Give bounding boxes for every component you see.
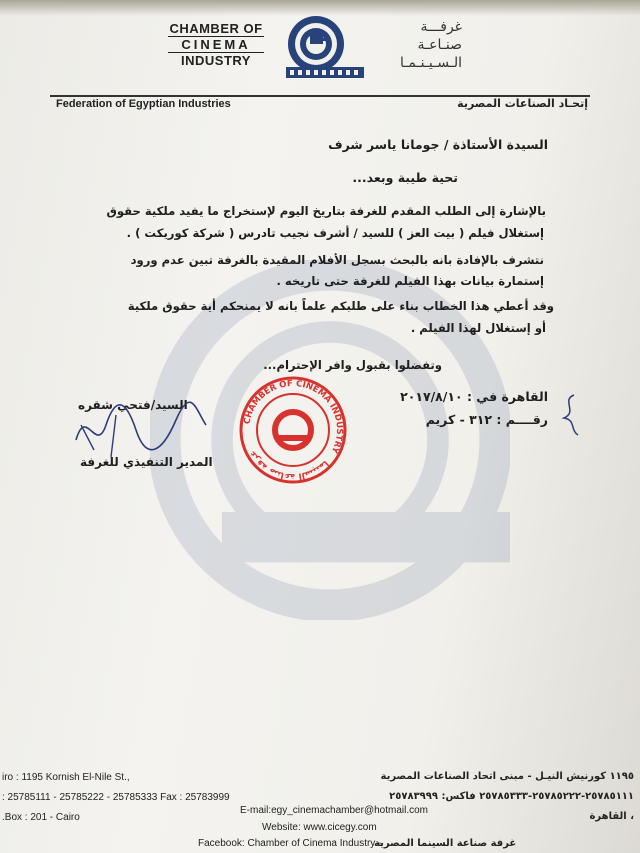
footer-address-en: iro : 1195 Kornish El-Nile St., <box>2 772 130 783</box>
chamber-name-ar-line3: الـسـيـنـمـا <box>400 55 462 71</box>
chamber-name-en-line3: INDUSTRY <box>181 53 251 68</box>
chamber-name-en-line1: CHAMBER OF <box>169 21 263 36</box>
date-line: القاهرة في : ٢٠١٧/٨/١٠ <box>400 389 548 404</box>
federation-name-ar: إتحـاد الصناعات المصرية <box>457 97 588 110</box>
closing-line: وتفضلوا بقبول وافر الإحترام... <box>263 358 442 372</box>
paragraph-1-line-1: بالإشارة إلى الطلب المقدم للغرفة بتاريخ اليوم لإستخراج ما يفيد ملكية حقوق <box>106 204 546 218</box>
stamp-outer-text-en: CHAMBER OF CINEMA INDUSTRY <box>242 378 345 455</box>
footer-email: E-mail:egy_cinemachamber@hotmail.com <box>240 805 428 816</box>
paragraph-1-line-2: إستغلال فيلم ( بيت العز ) للسيد / أشرف نجيب تادرس ( شركة كوريكت ) . <box>126 226 544 240</box>
chamber-name-en-line2: CINEMA <box>168 36 264 53</box>
footer-website: Website: www.cicegy.com <box>262 822 377 833</box>
chamber-name-ar-line2: صنـاعـة <box>417 37 462 53</box>
stamp-outer-text-ar: غرفة صناعة السينما <box>247 448 331 482</box>
chamber-name-ar <box>370 18 462 72</box>
paragraph-3-line-2: أو إستغلال لهذا الفيلم . <box>410 321 546 335</box>
cinema-chamber-logo-icon <box>276 12 366 82</box>
reference-line: رقــــم : ٣١٢ - كريم <box>425 412 548 427</box>
official-stamp-icon <box>238 375 348 485</box>
footer-address-ar: ١١٩٥ كورنيش النيـل - مبنى اتحاد الصناعات المصرية <box>380 771 634 782</box>
federation-name-en: Federation of Egyptian Industries <box>56 98 231 110</box>
signer-name: السيد/فتحي شقره <box>78 398 188 412</box>
paragraph-3-line-1: وقد أعطي هذا الخطاب بناء على طلبكم علماً بانه لا يمنحكم أية حقوق ملكية <box>127 299 554 313</box>
chamber-name-en <box>168 21 264 68</box>
greeting-line: تحية طيبة وبعد... <box>352 170 458 185</box>
footer-facebook-ar: غرفة صناعة السينما المصرية <box>374 838 517 849</box>
footer-city-ar: ، القاهرة <box>589 811 634 822</box>
paragraph-2-line-1: نتشرف بالإفادة بانه بالبحث بسجل الأفلام المقيدة بالغرفة تبين عدم ورود <box>130 253 544 267</box>
recipient-line: السيدة الأستاذة / جومانا ياسر شرف <box>328 137 548 152</box>
signer-title: المدير التنفيذي للغرفة <box>80 455 213 469</box>
footer-phone-en: : 25785111 - 25785222 - 25785333 Fax : 25783999 <box>2 792 230 803</box>
footer-facebook-en: Facebook: Chamber of Cinema Industry - <box>198 838 382 849</box>
footer-phone-ar: ٢٥٧٨٥١١١-٢٥٧٨٥٢٢٢-٢٥٧٨٥٣٣٣ فاكس: ٢٥٧٨٣٩٩٩ <box>389 791 634 802</box>
paragraph-2-line-2: إستمارة بيانات بهذا الفيلم للغرفة حتى تاريخه . <box>276 274 544 288</box>
handwritten-signature-icon <box>66 395 216 465</box>
letterhead-footer <box>0 760 640 853</box>
chamber-name-ar-line1: غرفـــة <box>420 19 462 35</box>
footer-pobox-en: .Box : 201 - Cairo <box>2 812 80 823</box>
initials-mark-icon <box>556 390 586 440</box>
